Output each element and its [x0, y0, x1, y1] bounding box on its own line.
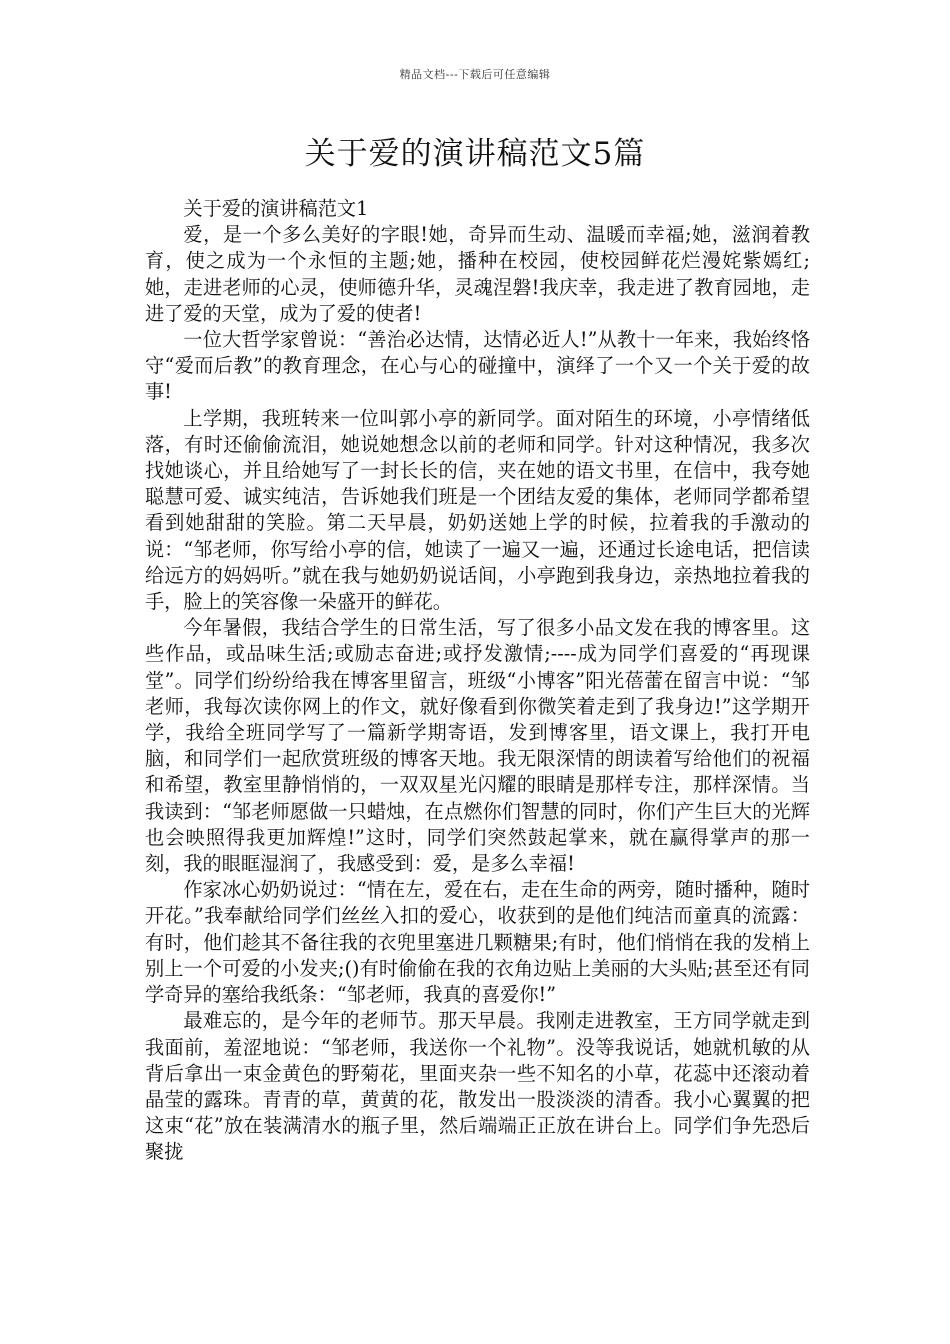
paragraph: 爱，是一个多么美好的字眼!她，奇异而生动、温暖而幸福;她，滋润着教育，使之成为一个永恒的主题;她，播种在校园，使校园鲜花烂漫姹紫嫣红;她，走进老师的心灵，使师德升华，灵魂涅磐!我庆幸，我走进了教育园地，走进了爱的天堂，成为了爱的使者!: [145, 223, 810, 325]
paragraph: 上学期，我班转来一位叫郭小亭的新同学。面对陌生的环境，小亭情绪低落，有时还偷偷流泪，她说她想念以前的老师和同学。针对这种情况，我多次找她谈心，并且给她写了一封长长的信，夹在她的语文书里，在信中，我夸她聪慧可爱、诚实纯洁，告诉她我们班是一个团结友爱的集体，老师同学都希望看到她甜甜的笑脸。第二天早晨，奶奶送她上学的时候，拉着我的手激动的说：“邹老师，你写给小亭的信，她读了一遍又一遍，还通过长途电话，把信读给远方的妈妈听。”就在我与她奶奶说话间，小亭跑到我身边，亲热地拉着我的手，脸上的笑容像一朵盛开的鲜花。: [145, 406, 810, 614]
document-body: [145, 196, 810, 1166]
document-title: 关于爱的演讲稿范文5篇: [304, 136, 646, 172]
paragraph: 最难忘的，是今年的老师节。那天早晨。我刚走进教室，王方同学就走到我面前，羞涩地说：“邹老师，我送你一个礼物”。没等我说话，她就机敏的从背后拿出一束金黄色的野菊花，里面夹杂一些不知名的小草，花蕊中还滚动着晶莹的露珠。青青的草，黄黄的花，散发出一股淡淡的清香。我小心翼翼的把这束“花”放在装满清水的瓶子里，然后端端正正放在讲台上。同学们争先恐后聚拢: [145, 1009, 810, 1164]
header-note: 精品文档---下载后可任意编辑: [399, 68, 551, 81]
section-heading: 关于爱的演讲稿范文1: [183, 197, 369, 220]
paragraph: 今年暑假，我结合学生的日常生活，写了很多小品文发在我的博客里。这些作品，或品味生活;或励志奋进;或抒发激情;----成为同学们喜爱的“再现课堂”。同学们纷纷给我在博客里留言，班级“小博客”阳光蓓蕾在留言中说：“邹老师，我每次读你网上的作文，就好像看到你微笑着走到了我身边!”这学期开学，我给全班同学写了一篇新学期寄语，发到博客里，语文课上，我打开电脑，和同学们一起欣赏班级的博客天地。我无限深情的朗读着写给他们的祝福和希望，教室里静悄悄的，一双双星光闪耀的眼睛是那样专注，那样深情。当我读到：“邹老师愿做一只蜡烛，在点燃你们智慧的同时，你们产生巨大的光辉也会映照得我更加辉煌!”这时，同学们突然鼓起掌来，就在赢得掌声的那一刻，我的眼眶湿润了，我感受到：爱，是多么幸福!: [145, 616, 810, 876]
paragraph: 作家冰心奶奶说过：“情在左，爱在右，走在生命的两旁，随时播种，随时开花。”我奉献给同学们丝丝入扣的爱心，收获到的是他们纯洁而童真的流露：有时，他们趁其不备往我的衣兜里塞进几颗糖果;有时，他们悄悄在我的发梢上别上一个可爱的小发夹;()有时偷偷在我的衣角边贴上美丽的大头贴;甚至还有同学奇异的塞给我纸条：“邹老师，我真的喜爱你!”: [145, 878, 810, 1007]
paragraph: 一位大哲学家曾说：“善治必达情，达情必近人!”从教十一年来，我始终恪守“爱而后教”的教育理念，在心与心的碰撞中，演绎了一个又一个关于爱的故事!: [145, 328, 810, 404]
